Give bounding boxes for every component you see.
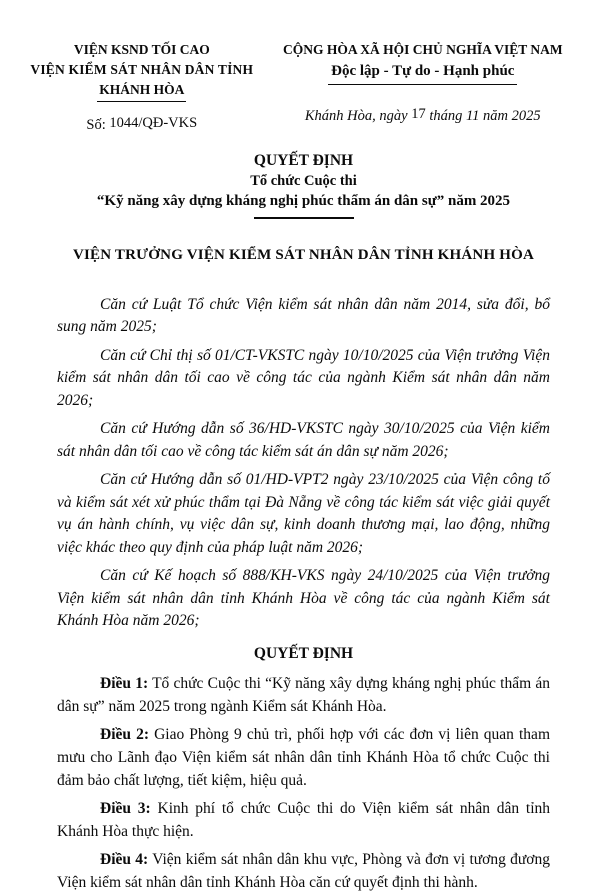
national-name: CỘNG HÒA XÃ HỘI CHỦ NGHĨA VIỆT NAM bbox=[282, 42, 563, 57]
title-underline-rule bbox=[254, 217, 354, 219]
issuing-agency-locality bbox=[14, 80, 270, 102]
authority-line: VIỆN TRƯỞNG VIỆN KIỂM SÁT NHÂN DÂN TỈNH KHÁNH HÒA bbox=[72, 246, 535, 263]
document-header bbox=[0, 40, 600, 135]
document-number-value: 1044/QĐ-VKS bbox=[109, 115, 198, 131]
recital-paragraph: Căn cứ Chỉ thị số 01/CT-VKSTC ngày 10/10/2025 của Viện trưởng Viện kiểm sát nhân dân tối cao về công tác của ngành Kiểm sát nhân dân năm 2026; bbox=[57, 346, 550, 409]
document-number bbox=[14, 115, 270, 135]
decision-section-heading: QUYẾT ĐỊNH bbox=[253, 644, 354, 662]
article-text: Tổ chức Cuộc thi “Kỹ năng xây dựng kháng nghị phúc thẩm án dân sự” năm 2025 trong ngành Kiểm sát Khánh Hòa. bbox=[57, 674, 550, 715]
article-text: Viện kiểm sát nhân dân khu vực, Phòng và đơn vị tương đương Viện kiểm sát nhân dân tỉnh Khánh Hòa căn cứ quyết định thi hành. bbox=[57, 850, 550, 891]
article-label: Điều 2: bbox=[100, 725, 149, 743]
national-header-block bbox=[270, 40, 582, 135]
document-number-label: Số: bbox=[86, 117, 106, 133]
articles bbox=[57, 672, 550, 894]
decision-subtitle: Tổ chức Cuộc thi bbox=[250, 173, 357, 189]
issuing-agency-parent: VIỆN KSND TỐI CAO bbox=[73, 42, 210, 57]
article-label: Điều 3: bbox=[100, 799, 151, 817]
recital-paragraph: Căn cứ Hướng dẫn số 01/HD-VPT2 ngày 23/10/2025 của Viện công tố và kiểm sát xét xử phúc thẩm tại Đà Nẵng về công tác kiểm sát việc giải quyết vụ án hành chính, vụ việc dân sự, kinh doanh thương mại, lao động, những việc khác theo quy định của pháp luật năm 2026; bbox=[57, 471, 550, 556]
title-block bbox=[57, 150, 550, 219]
document-body bbox=[0, 150, 600, 894]
article-label: Điều 1: bbox=[100, 674, 149, 692]
article-paragraph bbox=[57, 723, 550, 792]
recitals bbox=[57, 294, 550, 633]
article-paragraph bbox=[57, 797, 550, 843]
article-text: Kinh phí tổ chức Cuộc thi do Viện kiểm sát nhân dân tỉnh Khánh Hòa thực hiện. bbox=[57, 799, 551, 840]
issuing-agency-locality-text: KHÁNH HÒA bbox=[97, 80, 186, 102]
date-suffix: tháng 11 năm 2025 bbox=[429, 108, 541, 124]
article-paragraph bbox=[57, 848, 550, 894]
recital-paragraph: Căn cứ Kế hoạch số 888/KH-VKS ngày 24/10/2025 của Viện trưởng Viện kiểm sát nhân dân tỉnh Khánh Hòa về công tác của ngành Kiểm sát Khánh Hòa năm 2026; bbox=[57, 567, 550, 629]
national-motto-text: Độc lập - Tự do - Hạnh phúc bbox=[328, 60, 517, 85]
date-prefix: Khánh Hòa, ngày bbox=[304, 108, 408, 124]
issuing-agency-block bbox=[14, 40, 270, 135]
date-line bbox=[270, 106, 576, 126]
contest-name: “Kỹ năng xây dựng kháng nghị phúc thẩm án dân sự” năm 2025 bbox=[96, 193, 511, 209]
article-label: Điều 4: bbox=[100, 850, 149, 868]
recital-paragraph: Căn cứ Hướng dẫn số 36/HD-VKSTC ngày 30/10/2025 của Viện kiểm sát nhân dân tối cao về công tác kiểm sát án dân sự năm 2026; bbox=[57, 420, 550, 460]
national-motto bbox=[270, 60, 576, 85]
date-day: 17 bbox=[411, 105, 426, 122]
recital-paragraph: Căn cứ Luật Tổ chức Viện kiểm sát nhân dân năm 2014, sửa đổi, bổ sung năm 2025; bbox=[57, 295, 550, 335]
issuing-agency-name: VIỆN KIỂM SÁT NHÂN DÂN TỈNH bbox=[30, 62, 254, 77]
decision-title: QUYẾT ĐỊNH bbox=[253, 152, 354, 169]
article-paragraph bbox=[57, 672, 550, 718]
article-text: Giao Phòng 9 chủ trì, phối hợp với các đơn vị liên quan tham mưu cho Lãnh đạo Viện kiểm sát nhân dân tỉnh Khánh Hòa tổ chức Cuộc thi đảm bảo chất lượng, tiết kiệm, hiệu quả. bbox=[57, 725, 550, 789]
